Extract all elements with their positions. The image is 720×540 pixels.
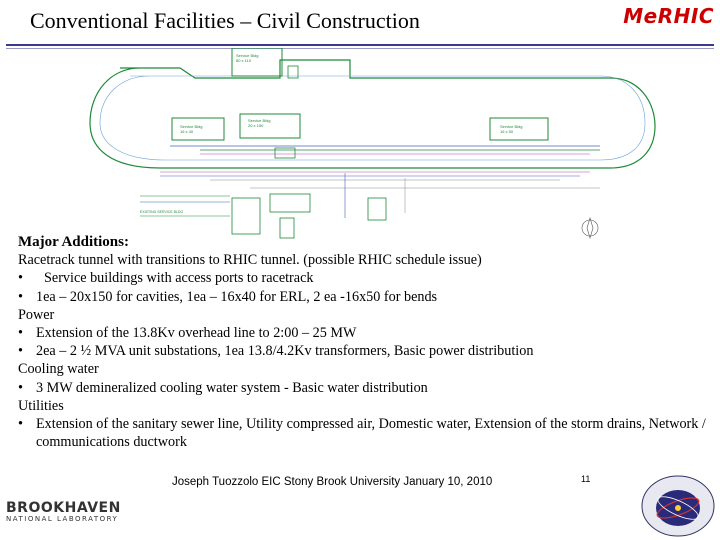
content-body [18,233,708,451]
content-line: Power [18,306,55,323]
bullet-item: • Extension of the 13.8Kv overhead line to 2:00 – 25 MW [18,325,357,342]
footer-text: Joseph Tuozzolo EIC Stony Brook University January 10, 2010 [172,476,493,488]
svg-text:20 x 150: 20 x 150 [248,123,264,128]
bullet-item: • Service buildings with access ports to racetrack [18,270,314,287]
svg-text:Service Bldg: Service Bldg [180,124,203,129]
page-title: Conventional Facilities – Civil Construction [30,8,420,33]
brand-logo: MeRHIC [623,4,714,28]
page-number: 11 [581,474,591,484]
svg-text:80 x 110: 80 x 110 [236,58,252,63]
svg-text:Service Bldg: Service Bldg [500,124,523,129]
svg-text:Service Bldg: Service Bldg [236,53,259,58]
service-bldg-right [490,118,548,140]
svg-text:Service Bldg: Service Bldg [248,118,271,123]
section-heading: Major Additions: [18,234,129,250]
site-plan-drawing [0,48,720,248]
content-line: Utilities [18,397,64,414]
brookhaven-logo: BROOKHAVEN NATIONAL LABORATORY [6,500,121,523]
office-of-nuclear-physics-seal-icon [634,466,718,540]
svg-text:16 x 40: 16 x 40 [180,129,194,134]
bullet-item: • 2ea – 2 ½ MVA unit substations, 1ea 13.8/4.2Kv transformers, Basic power distribution [18,343,534,360]
bullet-item: • 3 MW demineralized cooling water system - Basic water distribution [18,379,428,396]
bullet-item: • 1ea – 20x150 for cavities, 1ea – 16x40 for ERL, 2 ea -16x50 for bends [18,288,438,305]
svg-text:EXISTING SERVICE BLDG: EXISTING SERVICE BLDG [140,210,184,214]
content-line: Cooling water [18,361,99,378]
content-line: Racetrack tunnel with transitions to RHIC tunnel. (possible RHIC schedule issue) [18,252,482,269]
title-rule [6,44,714,46]
svg-text:16 x 50: 16 x 50 [500,129,514,134]
bullet-item: • Extension of the sanitary sewer line, Utility compressed air, Domestic water, Extension of the storm drains, Network / communications ductwork [18,416,706,451]
